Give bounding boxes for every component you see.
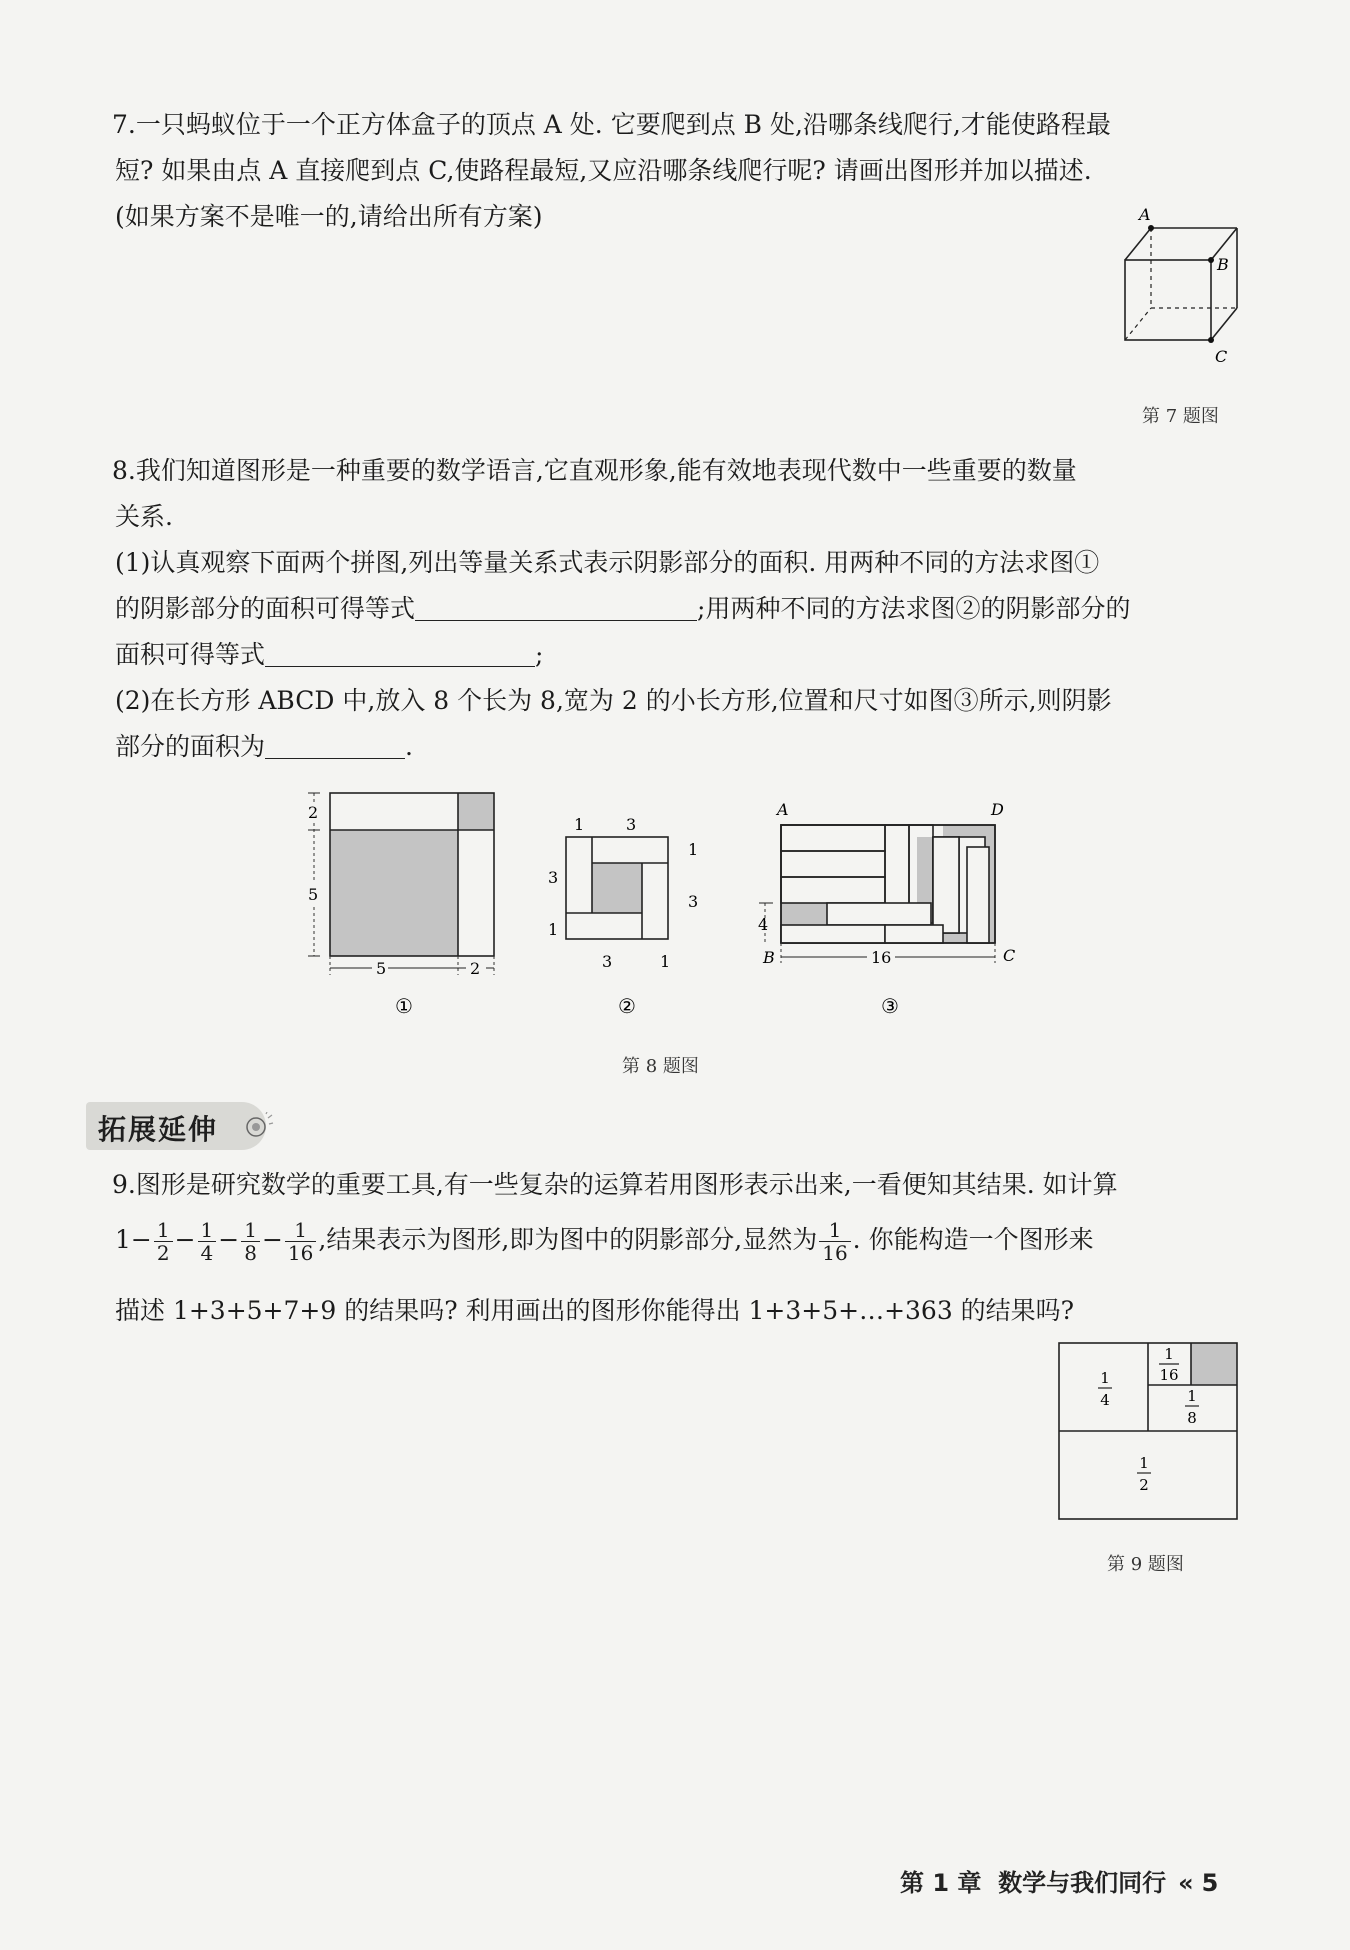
q9-fig-sixteenth-den: 16 bbox=[1159, 1366, 1179, 1384]
q9-frac-sixteenth: $\frac{1}{16}$ bbox=[285, 1219, 316, 1264]
fig1-label-bottom-left: 5 bbox=[376, 959, 387, 978]
q7-caption: 第 7 题图 bbox=[1142, 406, 1219, 427]
fig1-label: ① bbox=[395, 994, 413, 1018]
q9-figure bbox=[1055, 1340, 1245, 1520]
q8-line-2: 关系. bbox=[115, 502, 173, 531]
q8-part1-line-3 bbox=[115, 638, 543, 672]
fig2-label-bottom-2: 1 bbox=[660, 952, 671, 971]
q9-line-3: 描述 1+3+5+7+9 的结果吗? 利用画出的图形你能得出 1+3+5+…+363 的结果吗? bbox=[115, 1296, 1075, 1325]
q7-line-3: (如果方案不是唯一的,请给出所有方案) bbox=[115, 202, 543, 231]
fig2-label-bottom-1: 3 bbox=[602, 952, 613, 971]
q8-part2-line-2 bbox=[115, 730, 413, 764]
q9-fig-half-den: 2 bbox=[1139, 1476, 1149, 1494]
q8-part1-line-1: (1)认真观察下面两个拼图,列出等量关系式表示阴影部分的面积. 用两种不同的方法求图① bbox=[115, 548, 1100, 577]
q9-fig-half-num: 1 bbox=[1139, 1454, 1149, 1472]
q8-part2-line-1: (2)在长方形 ABCD 中,放入 8 个长为 8,宽为 2 的小长方形,位置和尺寸如图③所示,则阴影 bbox=[115, 686, 1112, 715]
q9-frac-half: $\frac{1}{2}$ bbox=[154, 1219, 173, 1264]
q8-figure-3 bbox=[755, 795, 1045, 1025]
fig2-label: ② bbox=[618, 994, 636, 1018]
q9-fig-quarter-den: 4 bbox=[1100, 1391, 1110, 1409]
fig3-label-a: A bbox=[777, 800, 789, 819]
fig2-label-right-1: 1 bbox=[688, 840, 699, 859]
section-banner bbox=[86, 1102, 276, 1150]
q7-line-1: 7.一只蚂蚁位于一个正方体盒子的顶点 A 处. 它要爬到点 B 处,沿哪条线爬行,才能使路程最 bbox=[112, 110, 1111, 139]
q8-answer-blank-1[interactable] bbox=[415, 594, 697, 621]
double-chevron-left-icon: « bbox=[1178, 1869, 1194, 1897]
fig3-label-b: B bbox=[763, 948, 775, 967]
footer-title: 数学与我们同行 bbox=[998, 1869, 1167, 1897]
q9-frac-quarter: $\frac{1}{4}$ bbox=[198, 1219, 217, 1264]
q8-part2-text-a: 部分的面积为 bbox=[115, 732, 266, 761]
q7-cube-figure bbox=[1115, 200, 1245, 375]
q8-answer-blank-2[interactable] bbox=[265, 640, 535, 667]
q9-line-2-mid: ,结果表示为图形,即为图中的阴影部分,显然为 bbox=[318, 1225, 818, 1254]
q8-part1-text-c: 面积可得等式 bbox=[115, 640, 266, 669]
q9-fig-quarter-num: 1 bbox=[1100, 1369, 1110, 1387]
q8-part1-line-2 bbox=[115, 592, 1130, 626]
fig3-label-side: 4 bbox=[758, 915, 769, 934]
fig1-label-side: 5 bbox=[308, 885, 319, 904]
q9-line-2-end: . 你能构造一个图形来 bbox=[852, 1225, 1094, 1254]
fig2-label-left-1: 3 bbox=[548, 868, 559, 887]
q9-minus-3: − bbox=[261, 1225, 283, 1254]
q9-minus-2: − bbox=[218, 1225, 240, 1254]
q8-answer-blank-3[interactable] bbox=[265, 732, 405, 759]
q8-line-1: 8.我们知道图形是一种重要的数学语言,它直观形象,能有效地表现代数中一些重要的数量 bbox=[112, 456, 1077, 485]
q9-fig-eighth-den: 8 bbox=[1187, 1409, 1197, 1427]
section-title: 拓展延伸 bbox=[98, 1113, 219, 1146]
fig3-label-bottom: 16 bbox=[871, 948, 892, 967]
q9-line-2 bbox=[115, 1212, 1094, 1268]
fig1-label-top: 2 bbox=[308, 803, 319, 822]
q9-result-frac: $\frac{1}{16}$ bbox=[819, 1219, 850, 1264]
q7-label-c: C bbox=[1215, 347, 1228, 366]
fig3-label-d: D bbox=[991, 800, 1004, 819]
q8-part1-text-d: ; bbox=[535, 640, 544, 669]
q8-part1-text-a: 的阴影部分的面积可得等式 bbox=[115, 594, 416, 623]
lightbulb-icon bbox=[244, 1112, 274, 1142]
q7-label-a: A bbox=[1139, 205, 1151, 224]
q8-part2-text-b: . bbox=[405, 732, 413, 761]
fig2-label-left-2: 1 bbox=[548, 920, 559, 939]
q8-part1-text-b: ;用两种不同的方法求图②的阴影部分的 bbox=[697, 594, 1131, 623]
q7-line-2: 短? 如果由点 A 直接爬到点 C,使路程最短,又应沿哪条线爬行呢? 请画出图形并加以描述. bbox=[115, 156, 1092, 185]
q8-figure-2 bbox=[540, 805, 720, 1025]
q9-minus-1: − bbox=[174, 1225, 196, 1254]
fig2-label-top-1: 1 bbox=[574, 815, 585, 834]
q7-label-b: B bbox=[1217, 255, 1229, 274]
fig1-label-bottom-right: 2 bbox=[470, 959, 481, 978]
page-number: 5 bbox=[1201, 1869, 1219, 1897]
footer-chapter: 第 1 章 bbox=[900, 1869, 982, 1897]
page-footer bbox=[900, 1863, 1218, 1898]
q9-frac-eighth: $\frac{1}{8}$ bbox=[241, 1219, 260, 1264]
fig2-label-top-2: 3 bbox=[626, 815, 637, 834]
q8-caption: 第 8 题图 bbox=[622, 1056, 699, 1077]
q9-fig-eighth-num: 1 bbox=[1187, 1387, 1197, 1405]
fig3-label: ③ bbox=[881, 994, 899, 1018]
q9-expr-lead: 1− bbox=[115, 1225, 152, 1254]
q8-figure-1 bbox=[300, 785, 510, 1025]
q9-caption: 第 9 题图 bbox=[1107, 1554, 1184, 1575]
fig2-label-right-2: 3 bbox=[688, 892, 699, 911]
q9-fig-sixteenth-num: 1 bbox=[1164, 1345, 1174, 1363]
q9-line-1: 9.图形是研究数学的重要工具,有一些复杂的运算若用图形表示出来,一看便知其结果. 如计算 bbox=[112, 1170, 1118, 1199]
fig3-label-c: C bbox=[1003, 946, 1016, 965]
